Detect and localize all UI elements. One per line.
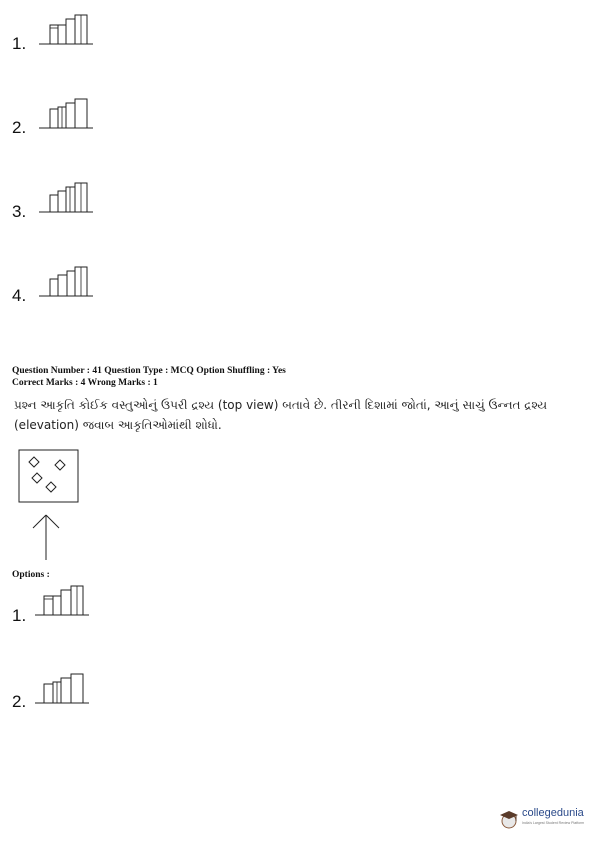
answer-option-2-number: 2. <box>12 692 27 711</box>
answer-option-1-number: 1. <box>12 606 27 625</box>
option-4-figure-icon <box>38 265 94 299</box>
logo-name: collegedunia <box>522 807 584 819</box>
up-arrow-icon <box>31 513 61 563</box>
question-meta-line2: Correct Marks : 4 Wrong Marks : 1 <box>12 378 158 388</box>
collegedunia-logo[interactable] <box>498 806 590 832</box>
options-label: Options : <box>12 570 50 580</box>
question-text-line1: પ્રશ્ન આકૃતિ કોઈક વસ્તુઓનું ઉપરી દ્રશ્ય (top view) બતાવે છે. તીરની દિશામાં જોતાં, આનું સાચું ઉન્નત દ્રશ્ય <box>14 398 548 412</box>
answer-option-2-figure-icon[interactable] <box>34 672 90 706</box>
option-4-number: 4. <box>12 286 27 305</box>
logo-tagline: India's Largest Student Review Platform <box>522 821 585 825</box>
option-1-figure-icon <box>38 13 94 47</box>
graduate-cap-icon <box>498 808 520 830</box>
top-view-diamonds-figure-icon <box>18 449 80 505</box>
option-2-figure-icon <box>38 97 94 131</box>
option-1-number: 1. <box>12 34 27 53</box>
answer-option-1-figure-icon[interactable] <box>34 584 90 618</box>
question-meta-line1: Question Number : 41 Question Type : MCQ Option Shuffling : Yes <box>12 366 286 376</box>
option-3-figure-icon <box>38 181 94 215</box>
option-3-number: 3. <box>12 202 27 221</box>
option-2-number: 2. <box>12 118 27 137</box>
question-text-line2: (elevation) જવાબ આકૃતિઓમાંથી શોધો. <box>14 418 222 432</box>
